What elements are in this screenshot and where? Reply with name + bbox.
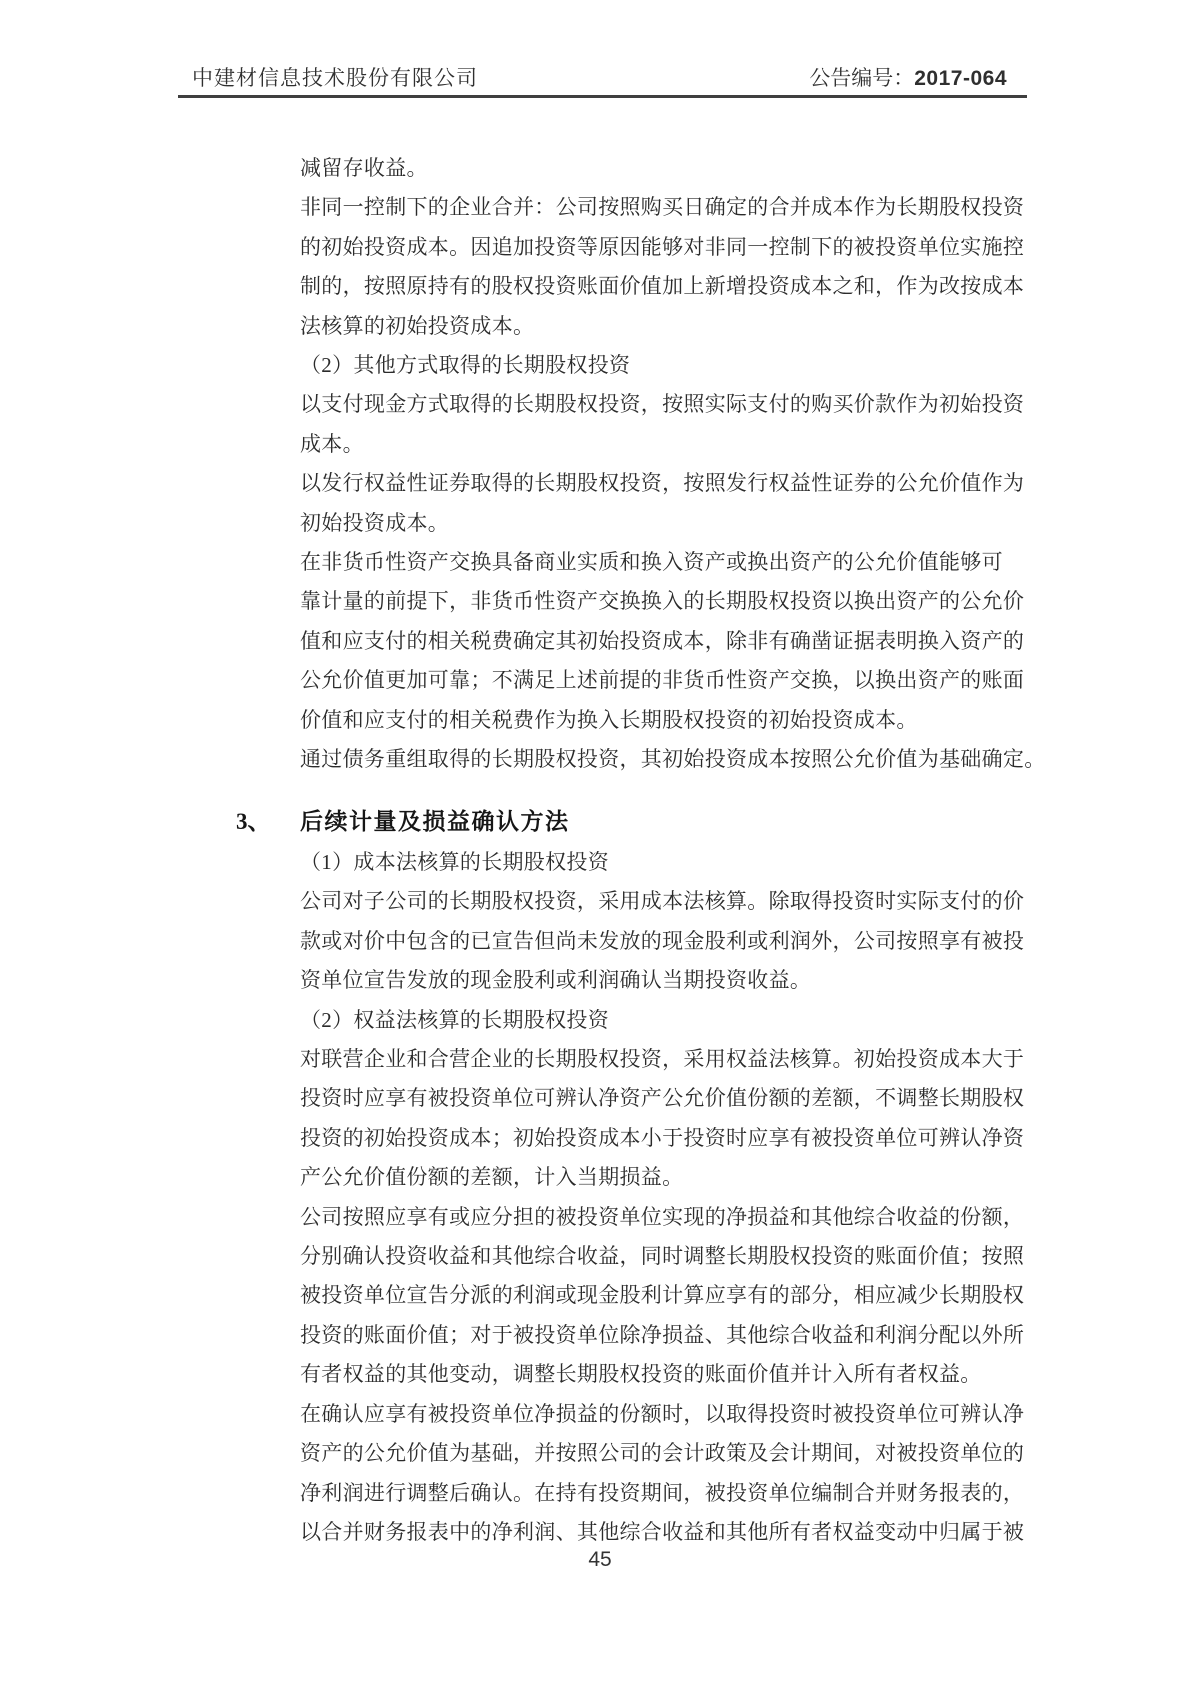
- text-line: 靠计量的前提下，非货币性资产交换换入的长期股权投资以换出资产的公允价: [300, 589, 1025, 614]
- text-line: 对联营企业和合营企业的长期股权投资，采用权益法核算。初始投资成本大于: [300, 1047, 1025, 1072]
- text-line: 公司按照应享有或应分担的被投资单位实现的净损益和其他综合收益的份额，: [300, 1204, 1025, 1229]
- text-line: 非同一控制下的企业合并：公司按照购买日确定的合并成本作为长期股权投资: [300, 195, 1025, 220]
- text-line: 有者权益的其他变动，调整长期股权投资的账面价值并计入所有者权益。: [300, 1362, 982, 1387]
- text-line: 以合并财务报表中的净利润、其他综合收益和其他所有者权益变动中归属于被: [300, 1519, 1025, 1544]
- text-line: 成本。: [300, 431, 364, 456]
- text-line: （2）权益法核算的长期股权投资: [300, 1007, 609, 1032]
- text-line: 被投资单位宣告分派的利润或现金股利计算应享有的部分，相应减少长期股权: [300, 1283, 1025, 1308]
- text-line: 产公允价值份额的差额，计入当期损益。: [300, 1165, 684, 1190]
- text-line: 法核算的初始投资成本。: [300, 313, 535, 338]
- text-line: 资产的公允价值为基础，并按照公司的会计政策及会计期间，对被投资单位的: [300, 1441, 1025, 1466]
- body-text-block-2: [300, 843, 1026, 1552]
- text-line: 公允价值更加可靠；不满足上述前提的非货币性资产交换，以换出资产的账面: [300, 668, 1025, 693]
- text-line: 投资的初始投资成本；初始投资成本小于投资时应享有被投资单位可辨认净资: [300, 1125, 1025, 1150]
- text-line: 投资时应享有被投资单位可辨认净资产公允价值份额的差额，不调整长期股权: [300, 1086, 1025, 1111]
- section-number: 3、: [236, 809, 271, 834]
- header-company-name: 中建材信息技术股份有限公司: [192, 66, 478, 90]
- text-line: （1）成本法核算的长期股权投资: [300, 850, 609, 874]
- text-line: 减留存收益。: [300, 156, 428, 180]
- text-line: 资单位宣告发放的现金股利或利润确认当期投资收益。: [300, 968, 812, 993]
- header-rule: [178, 95, 1027, 98]
- text-line: 通过债务重组取得的长期股权投资，其初始投资成本按照公允价值为基础确定。: [300, 747, 1046, 772]
- text-line: 制的，按照原持有的股权投资账面价值加上新增投资成本之和，作为改按成本: [300, 274, 1025, 299]
- text-line: 公司对子公司的长期股权投资，采用成本法核算。除取得投资时实际支付的价: [300, 889, 1025, 914]
- text-line: 净利润进行调整后确认。在持有投资期间，被投资单位编制合并财务报表的，: [300, 1480, 1025, 1505]
- text-line: 的初始投资成本。因追加投资等原因能够对非同一控制下的被投资单位实施控: [300, 234, 1025, 259]
- notice-number-value: 2017-064: [914, 67, 1007, 90]
- text-line: 在非货币性资产交换具备商业实质和换入资产或换出资产的公允价值能够可: [300, 550, 1003, 575]
- text-line: 在确认应享有被投资单位净损益的份额时，以取得投资时被投资单位可辨认净: [300, 1401, 1025, 1426]
- text-line: （2）其他方式取得的长期股权投资: [300, 353, 631, 378]
- text-line: 值和应支付的相关税费确定其初始投资成本，除非有确凿证据表明换入资产的: [300, 628, 1025, 653]
- body-text-block-1: [300, 149, 1046, 780]
- text-line: 以支付现金方式取得的长期股权投资，按照实际支付的购买价款作为初始投资: [300, 392, 1025, 417]
- text-line: 价值和应支付的相关税费作为换入长期股权投资的初始投资成本。: [300, 707, 918, 732]
- text-line: 初始投资成本。: [300, 510, 450, 535]
- text-line: 以发行权益性证券取得的长期股权投资，按照发行权益性证券的公允价值作为: [300, 471, 1025, 496]
- text-line: 投资的账面价值；对于被投资单位除净损益、其他综合收益和利润分配以外所: [300, 1322, 1025, 1347]
- page-number: 45: [588, 1548, 612, 1571]
- notice-number-label: 公告编号：: [809, 66, 915, 90]
- text-line: 分别确认投资收益和其他综合收益，同时调整长期股权投资的账面价值；按照: [300, 1244, 1025, 1269]
- section-heading: [236, 803, 570, 836]
- section-title: 后续计量及损益确认方法: [300, 808, 570, 834]
- text-line: 款或对价中包含的已宣告但尚未发放的现金股利或利润外，公司按照享有被投: [300, 928, 1025, 953]
- header-notice-number: [809, 62, 1007, 92]
